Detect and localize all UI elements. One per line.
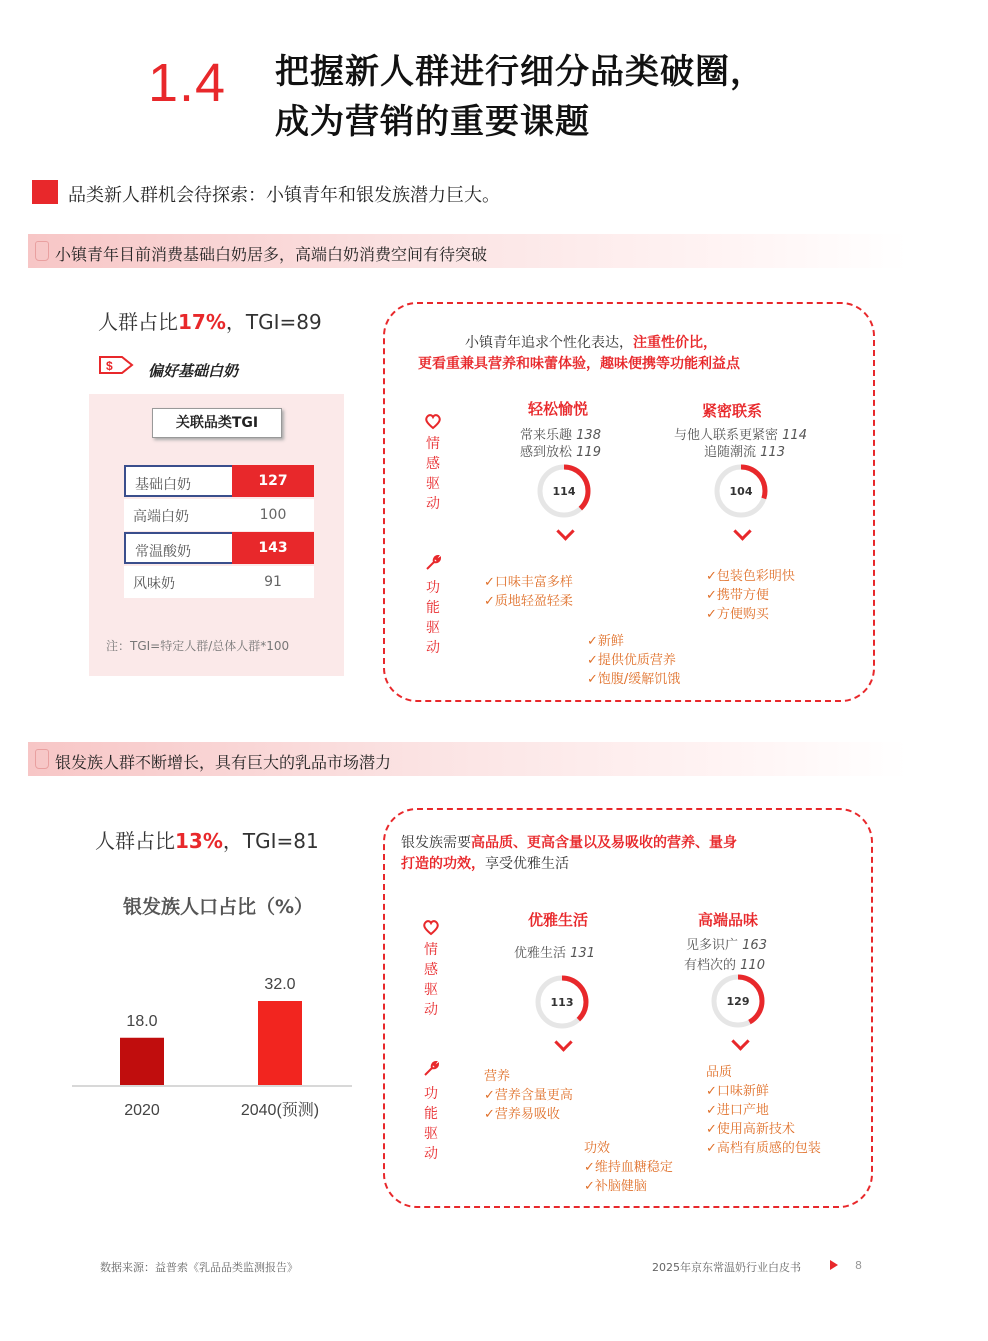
section1-band-text: 小镇青年目前消费基础白奶居多，高端白奶消费空间有待突破: [55, 245, 488, 264]
s1-func-center: ✓新鲜 ✓提供优质营养 ✓饱腹/缓解饥饿: [587, 634, 681, 687]
section2-band-text: 银发族人群不断增长，具有巨大的乳品市场潜力: [55, 753, 392, 772]
function-drive-label: 功 能 驱 动: [426, 580, 440, 656]
heart-icon: [424, 412, 442, 434]
section1-box-line1: 小镇青年追求个性化表达，注重性价比，: [465, 335, 717, 351]
red-square-marker: [32, 180, 58, 204]
tgi-title: 关联品类TGI: [152, 408, 282, 438]
s2-col2-item: 见多识广 163: [686, 938, 767, 953]
bar-value-label: 18.0: [126, 1012, 158, 1030]
s2-func-center: 功效 ✓维持血糖稳定 ✓补脑健脑: [584, 1141, 673, 1194]
section1-box-line2: 更看重兼具营养和味蕾体验，趣味便携等功能利益点: [418, 356, 740, 372]
heart-icon: [422, 918, 440, 940]
s1-func-right: ✓包装色彩明快 ✓携带方便 ✓方便购买: [706, 569, 795, 622]
s1-func-left: ✓口味丰富多样 ✓质地轻盈轻柔: [484, 575, 573, 609]
tgi-row-value: 91: [264, 574, 282, 590]
s2-col2-head: 高端品味: [698, 911, 759, 929]
x-tick-label: 2040(预测): [240, 1102, 320, 1119]
svg-text:113: 113: [550, 996, 574, 1009]
tgi-table: [124, 465, 314, 595]
milk-jar-icon: [35, 241, 49, 261]
s1-col1-item: 常来乐趣 138: [520, 428, 601, 443]
page-title-line1: 把握新人群进行细分品类破圈，: [275, 52, 765, 92]
s2-func-right: 品质 ✓口味新鲜 ✓进口产地 ✓使用高新技术 ✓高档有质感的包装: [706, 1065, 821, 1156]
bar-value-label: 32.0: [264, 976, 296, 993]
s2-col2-item: 有档次的 110: [684, 958, 765, 973]
s1-col2-item: 追随潮流 113: [704, 445, 785, 460]
page-title-line2: 成为营销的重要课题: [275, 102, 590, 142]
section-number: 1.4: [148, 53, 227, 113]
s1-col1-item: 感到放松 119: [520, 445, 601, 460]
wrench-icon: [424, 554, 442, 576]
svg-text:$: $: [106, 359, 113, 373]
function-drive-label: 功 能 驱 动: [424, 1086, 438, 1162]
x-tick-label: 2020: [124, 1102, 160, 1119]
section2-box-line2: 打造的功效，享受优雅生活: [401, 856, 569, 872]
play-arrow-icon: [830, 1260, 838, 1270]
wrench-icon: [422, 1060, 440, 1082]
intro-text: 品类新人群机会待探索：小镇青年和银发族潜力巨大。: [68, 185, 500, 206]
bar: [120, 1038, 164, 1085]
s2-col2-gauge: [709, 972, 767, 1030]
milk-jar-icon: [35, 749, 49, 769]
table-row: [124, 532, 314, 564]
price-tag-icon: [98, 355, 134, 379]
page-number: 8: [855, 1259, 862, 1272]
svg-text:129: 129: [726, 995, 750, 1008]
tgi-row-value: 127: [232, 465, 314, 497]
section2-box-line1: 银发族需要高品质、更高含量以及易吸收的营养、量身: [401, 835, 737, 851]
svg-text:104: 104: [729, 485, 753, 498]
table-row: [124, 566, 314, 598]
section1-stat: 人群占比17%，TGI=89: [98, 310, 322, 334]
table-row: [124, 465, 314, 497]
s1-col2-gauge: [712, 462, 770, 520]
footer-source: 数据来源：益普索《乳品品类监测报告》: [100, 1261, 298, 1274]
section2-stat: 人群占比13%，TGI=81: [95, 829, 319, 853]
tgi-row-value: 100: [259, 507, 287, 523]
s2-func-left: 营养 ✓营养含量更高 ✓营养易吸收: [484, 1069, 573, 1122]
tgi-row-label: 风味奶: [133, 576, 175, 592]
tgi-row-label: 基础白奶: [135, 477, 191, 493]
tgi-row-label: 常温酸奶: [135, 544, 191, 560]
tgi-row-label: 高端白奶: [133, 509, 189, 525]
tgi-note: 注：TGI=特定人群/总体人群*100: [106, 639, 290, 653]
emotion-drive-label: 情 感 驱 动: [424, 942, 438, 1018]
footer-report: 2025年京东常温奶行业白皮书: [652, 1261, 801, 1274]
preference-label: 偏好基础白奶: [148, 362, 239, 380]
chart-title: 银发族人口占比（%）: [123, 896, 314, 918]
s1-col1-gauge: [535, 462, 593, 520]
s1-col1-head: 轻松愉悦: [528, 400, 589, 418]
svg-text:114: 114: [552, 485, 576, 498]
s2-col1-gauge: [533, 973, 591, 1031]
s2-col1-item: 优雅生活 131: [514, 946, 595, 961]
bar: [258, 1001, 302, 1085]
tgi-row-value: 143: [232, 532, 314, 564]
s1-col2-item: 与他人联系更紧密 114: [674, 428, 807, 443]
s2-col1-head: 优雅生活: [528, 911, 589, 929]
s1-col2-head: 紧密联系: [702, 402, 763, 420]
table-row: [124, 499, 314, 531]
silver-population-bar-chart: [70, 950, 360, 1130]
emotion-drive-label: 情 感 驱 动: [426, 436, 440, 512]
